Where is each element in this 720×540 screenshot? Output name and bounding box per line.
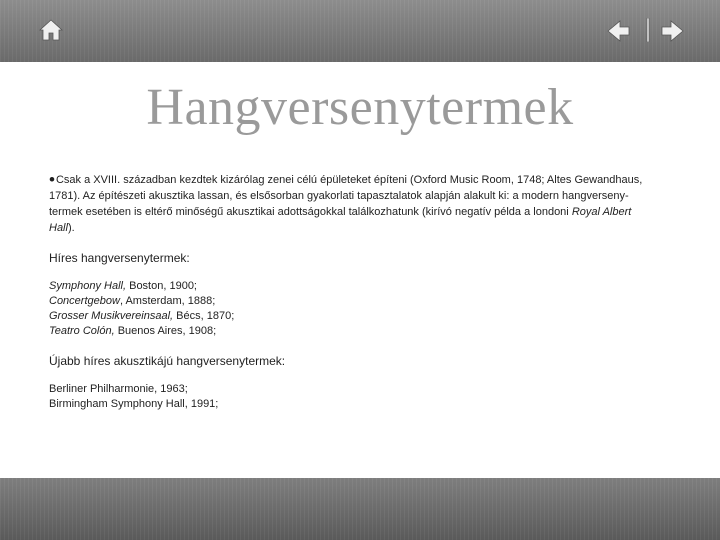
hall-name: Grosser Musikvereinsaal, xyxy=(49,310,174,322)
list-item xyxy=(49,294,659,309)
bottom-bar-texture xyxy=(0,478,720,540)
hall-name: Concertgebow xyxy=(49,295,120,307)
intro-text: Csak a XVIII. században kezdtek kizárólag zenei célú épületeket építeni (Oxford Music Room, 1748; Altes Gewandhaus, 1781). Az építészeti akusztika lassan, és elsősorban gyakorlati tapasztalatok alapján alakult ki: a modern hangverseny-termek esetében is eltérő minőségű akusztikai adottságokkal találkozhatunk (kirívó negatív példa a londoni xyxy=(49,174,643,218)
hall-details: Buenos Aires, 1908; xyxy=(114,325,217,337)
intro-text-end: ). xyxy=(67,222,75,234)
nav-separator-icon xyxy=(646,18,650,42)
bottom-bar xyxy=(0,478,720,540)
famous-halls-list xyxy=(49,279,659,339)
arrow-right-icon[interactable] xyxy=(661,20,685,42)
slide-body xyxy=(49,172,659,412)
list-item xyxy=(49,324,659,339)
list-item: Berliner Philharmonie, 1963; xyxy=(49,383,188,395)
bullet-mark: • xyxy=(49,170,55,189)
newer-halls-heading: Újabb híres akusztikájú hangversenytermek: xyxy=(49,354,286,368)
intro-paragraph xyxy=(49,172,659,236)
famous-halls-heading: Híres hangversenytermek: xyxy=(49,251,190,265)
hall-name: Symphony Hall, xyxy=(49,280,127,292)
hall-details: Bécs, 1870; xyxy=(173,310,235,322)
hall-details: Boston, 1900; xyxy=(126,280,197,292)
home-icon[interactable] xyxy=(39,19,63,41)
arrow-left-icon[interactable] xyxy=(606,20,630,42)
hall-name: Teatro Colón, xyxy=(49,325,115,337)
list-item: Birmingham Symphony Hall, 1991; xyxy=(49,398,219,410)
list-item xyxy=(49,309,659,324)
list-item xyxy=(49,279,659,294)
slide-title: Hangversenytermek xyxy=(146,79,574,136)
newer-halls-list xyxy=(49,382,659,412)
top-toolbar xyxy=(0,0,720,62)
hall-details: , Amsterdam, 1888; xyxy=(119,295,216,307)
intro-emphasis: Royal Albert Hall xyxy=(49,206,632,234)
